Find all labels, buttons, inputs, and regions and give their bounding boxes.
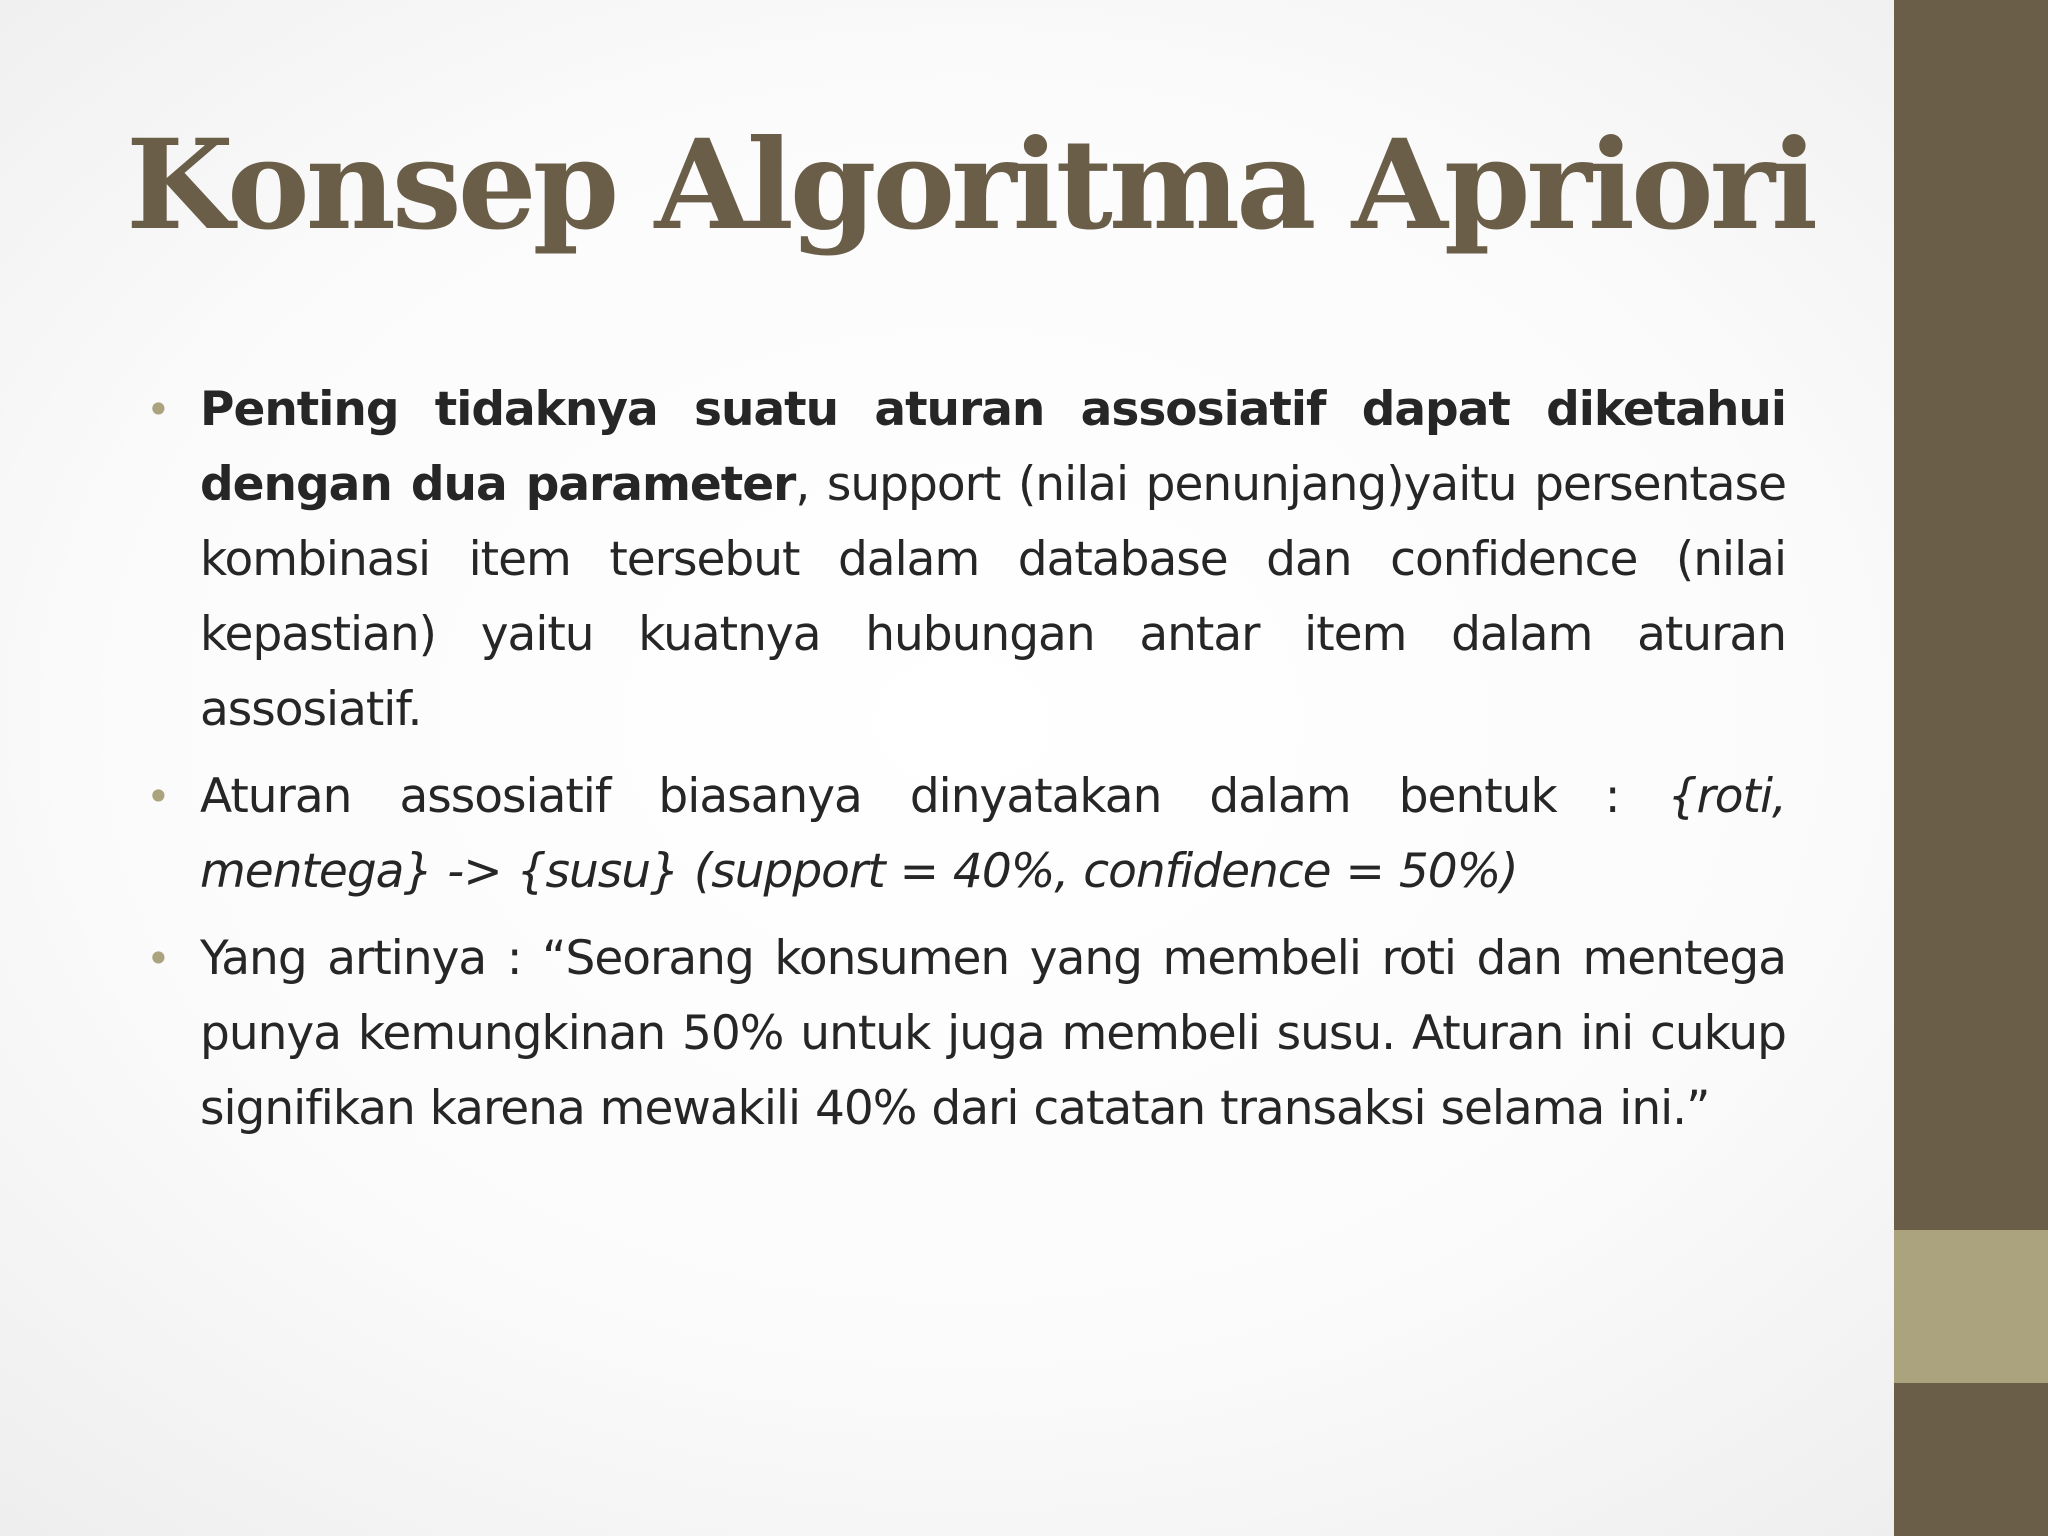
bullet-list: [146, 372, 1786, 1158]
bullet-text: Aturan assosiatif biasanya dinyatakan dalam bentuk :: [200, 769, 1668, 824]
bullet-item-rule-form: [146, 759, 1786, 909]
decorative-sidebar-accent: [1894, 1230, 2048, 1383]
bullet-icon: •: [146, 934, 170, 983]
bullet-item-meaning: [146, 921, 1786, 1146]
rule-example-text: {roti, mentega} -> {susu} (support = 40%, confidence = 50%): [200, 769, 1786, 899]
bullet-icon: •: [146, 385, 170, 434]
bullet-text: Yang artinya : “Seorang konsumen yang membeli roti dan mentega punya kemungkinan 50% untuk juga membeli susu. Aturan ini cukup signifikan karena mewakili 40% dari catatan transaksi selama ini.”: [200, 931, 1786, 1136]
bullet-icon: •: [146, 772, 170, 821]
bullet-text: , support (nilai penunjang)yaitu persentase kombinasi item tersebut dalam database dan confidence (nilai kepastian) yaitu kuatnya hubungan antar item dalam aturan assosiatif.: [200, 457, 1786, 737]
slide-title: Konsep Algoritma Apriori: [126, 113, 1815, 258]
bullet-bold-text: Penting tidaknya suatu aturan assosiatif dapat diketahui dengan dua parameter: [200, 382, 1786, 512]
bullet-item-parameters: [146, 372, 1786, 747]
